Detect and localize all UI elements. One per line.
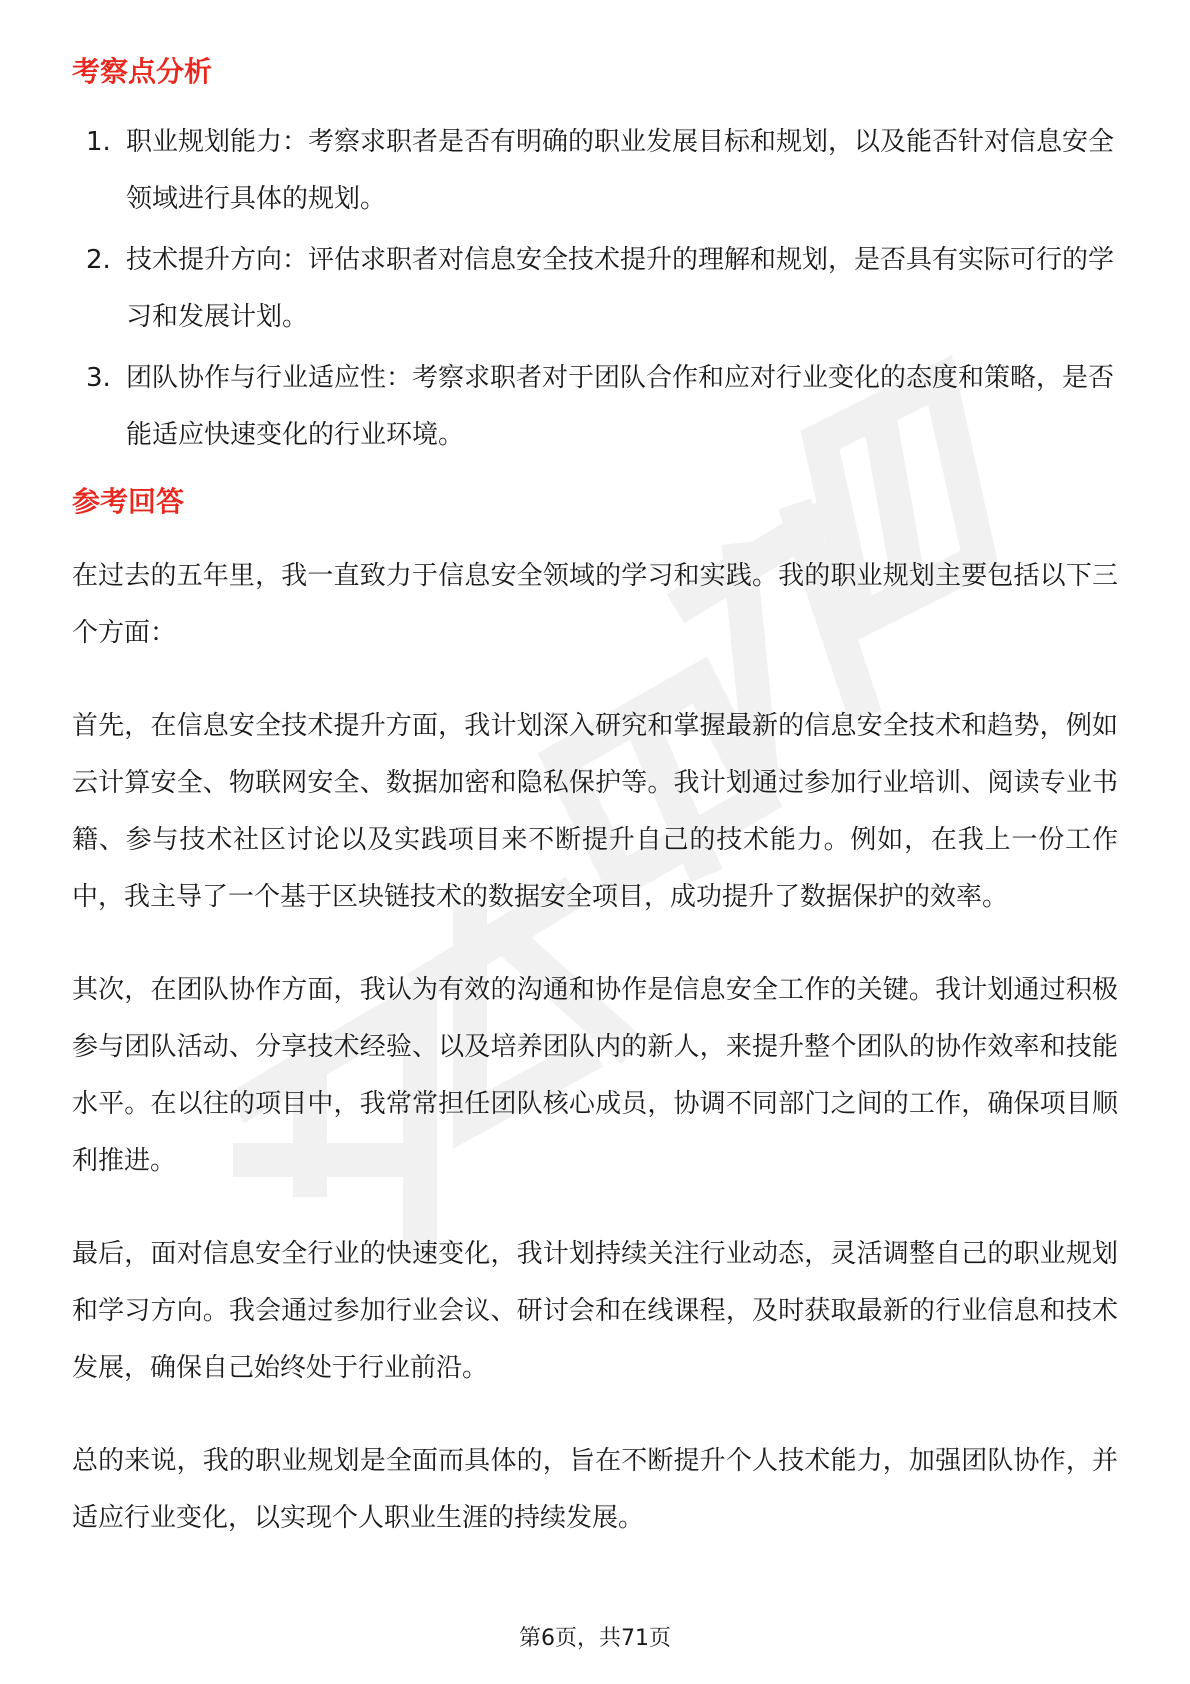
list-item-text: 职业规划能力：考察求职者是否有明确的职业发展目标和规划，以及能否针对信息安全领域进行具体的规划。 [126,127,1115,214]
list-item [72,232,1118,346]
answer-paragraph: 总的来说，我的职业规划是全面而具体的，旨在不断提升个人技术能力，加强团队协作，并适应行业变化，以实现个人职业生涯的持续发展。 [72,1446,1118,1533]
list-number: 3. [86,363,111,393]
list-item [72,350,1118,464]
answer-paragraph: 其次，在团队协作方面，我认为有效的沟通和协作是信息安全工作的关键。我计划通过积极参与团队活动、分享技术经验、以及培养团队内的新人，来提升整个团队的协作效率和技能水平。在以往的项目中，我常常担任团队核心成员，协调不同部门之间的工作，确保项目顺利推进。 [72,975,1118,1176]
list-item-text: 团队协作与行业适应性：考察求职者对于团队合作和应对行业变化的态度和策略，是否能适应快速变化的行业环境。 [126,363,1115,450]
document-page [72,48,1118,1583]
section-heading-analysis: 考察点分析 [72,55,213,88]
page-number: 第6页，共71页 [519,1626,671,1651]
analysis-list [72,114,1118,464]
answer-paragraph: 最后，面对信息安全行业的快速变化，我计划持续关注行业动态，灵活调整自己的职业规划和学习方向。我会通过参加行业会议、研讨会和在线课程，及时获取最新的行业信息和技术发展，确保自己始终处于行业前沿。 [72,1239,1118,1383]
list-item-text: 技术提升方向：评估求职者对信息安全技术提升的理解和规划，是否具有实际可行的学习和发展计划。 [126,245,1115,332]
section-heading-reference-answer: 参考回答 [72,485,185,518]
list-number: 2. [86,245,111,275]
answer-paragraph: 首先，在信息安全技术提升方面，我计划深入研究和掌握最新的信息安全技术和趋势，例如云计算安全、物联网安全、数据加密和隐私保护等。我计划通过参加行业培训、阅读专业书籍、参与技术社区讨论以及实践项目来不断提升自己的技术能力。例如，在我上一份工作中，我主导了一个基于区块链技术的数据安全项目，成功提升了数据保护的效率。 [72,711,1118,912]
answer-paragraph: 在过去的五年里，我一直致力于信息安全领域的学习和实践。我的职业规划主要包括以下三个方面： [72,561,1118,648]
list-number: 1. [86,127,111,157]
list-item [72,114,1118,228]
